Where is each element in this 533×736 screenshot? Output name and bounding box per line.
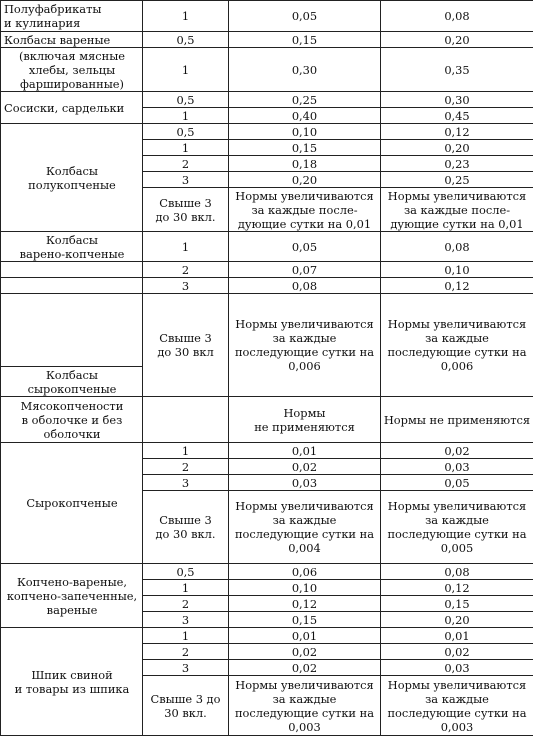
norm-cell-1: 0,12: [229, 596, 381, 612]
norm-cell-1: 0,01: [229, 443, 381, 459]
norm-cell-2: Нормы не применяются: [381, 397, 533, 443]
norm-cell-1: Нормы увеличиваются за каждые последующие сутки на 0,003: [229, 676, 381, 736]
days-cell: Свыше 3 до 30 вкл.: [143, 676, 229, 736]
norm-cell-2: 0,08: [381, 1, 533, 32]
days-cell: 0,5: [143, 124, 229, 140]
days-cell: Свыше 3 до 30 вкл.: [143, 188, 229, 232]
norm-cell-1: 0,08: [229, 278, 381, 294]
product-name-cell: [1, 294, 143, 367]
table-row: [1, 262, 533, 278]
norm-cell-1: 0,07: [229, 262, 381, 278]
days-cell: 1: [143, 443, 229, 459]
norm-cell-2: 0,03: [381, 459, 533, 475]
norm-cell-1: 0,15: [229, 140, 381, 156]
norm-cell-2: 0,12: [381, 124, 533, 140]
days-cell: 1: [143, 108, 229, 124]
norm-cell-1: 0,02: [229, 459, 381, 475]
norm-cell-2: 0,15: [381, 596, 533, 612]
days-cell: 3: [143, 612, 229, 628]
product-name-cell: Полуфабрикаты и кулинария: [1, 1, 143, 32]
product-name-cell: Сосиски, сардельки: [1, 92, 143, 124]
table-row: [1, 92, 533, 108]
table-row: [1, 564, 533, 580]
days-cell: 2: [143, 596, 229, 612]
norm-cell-1: Нормы увеличиваются за каждые последующие сутки на 0,004: [229, 491, 381, 564]
norm-cell-1: Нормы увеличиваются за каждые последующие сутки на 0,006: [229, 294, 381, 397]
table-row: [1, 628, 533, 644]
days-cell: 1: [143, 232, 229, 262]
norm-cell-2: 0,08: [381, 232, 533, 262]
norm-cell-2: Нормы увеличиваются за каждые последующие сутки на 0,005: [381, 491, 533, 564]
norm-cell-2: 0,10: [381, 262, 533, 278]
table-row: [1, 32, 533, 48]
days-cell: 0,5: [143, 32, 229, 48]
product-name-cell: Сырокопченые: [1, 443, 143, 564]
norm-cell-2: 0,35: [381, 48, 533, 92]
norm-cell-1: 0,05: [229, 1, 381, 32]
norm-cell-2: 0,05: [381, 475, 533, 491]
days-cell: 2: [143, 262, 229, 278]
norm-cell-1: Нормы увеличиваются за каждые после- дующие сутки на 0,01: [229, 188, 381, 232]
norm-cell-2: 0,08: [381, 564, 533, 580]
days-cell: 2: [143, 156, 229, 172]
norm-cell-1: 0,40: [229, 108, 381, 124]
product-name-cell: Мясокопчености в оболочке и без оболочки: [1, 397, 143, 443]
days-cell: 3: [143, 660, 229, 676]
days-cell: 1: [143, 580, 229, 596]
norm-cell-1: 0,20: [229, 172, 381, 188]
norm-cell-2: Нормы увеличиваются за каждые после- дующие сутки на 0,01: [381, 188, 533, 232]
norm-cell-1: Нормы не применяются: [229, 397, 381, 443]
product-name-cell: Копчено-вареные, копчено-запеченные, вареные: [1, 564, 143, 628]
days-cell: 0,5: [143, 92, 229, 108]
days-cell: 1: [143, 628, 229, 644]
days-cell: 2: [143, 459, 229, 475]
norm-cell-2: 0,12: [381, 580, 533, 596]
product-name-cell: Колбасы вареные: [1, 32, 143, 48]
norm-cell-1: 0,10: [229, 580, 381, 596]
norm-cell-1: 0,05: [229, 232, 381, 262]
days-cell: [143, 397, 229, 443]
norm-cell-1: 0,10: [229, 124, 381, 140]
days-cell: 1: [143, 48, 229, 92]
norm-cell-1: 0,02: [229, 660, 381, 676]
days-cell: 3: [143, 172, 229, 188]
norm-cell-1: 0,15: [229, 612, 381, 628]
norm-cell-2: 0,12: [381, 278, 533, 294]
norm-cell-1: 0,15: [229, 32, 381, 48]
norm-cell-2: 0,02: [381, 644, 533, 660]
table-row: [1, 278, 533, 294]
norm-cell-1: 0,03: [229, 475, 381, 491]
product-name-cell: Колбасы полукопченые: [1, 124, 143, 232]
table-row: [1, 48, 533, 92]
norm-cell-2: 0,02: [381, 443, 533, 459]
table-row: [1, 1, 533, 32]
norm-cell-2: 0,01: [381, 628, 533, 644]
product-name-cell: [1, 262, 143, 278]
product-name-cell: Колбасы варено-копченые: [1, 232, 143, 262]
days-cell: 1: [143, 140, 229, 156]
norm-cell-1: 0,25: [229, 92, 381, 108]
table-row: [1, 294, 533, 367]
norm-cell-2: 0,45: [381, 108, 533, 124]
days-cell: Свыше 3 до 30 вкл.: [143, 491, 229, 564]
norm-cell-2: Нормы увеличиваются за каждые последующие сутки на 0,006: [381, 294, 533, 397]
table-row: [1, 443, 533, 459]
days-cell: 3: [143, 278, 229, 294]
norm-cell-2: 0,30: [381, 92, 533, 108]
days-cell: 3: [143, 475, 229, 491]
norm-cell-2: 0,03: [381, 660, 533, 676]
norm-cell-1: 0,02: [229, 644, 381, 660]
days-cell: 2: [143, 644, 229, 660]
table-row: [1, 232, 533, 262]
norm-cell-2: 0,25: [381, 172, 533, 188]
days-cell: Свыше 3 до 30 вкл: [143, 294, 229, 397]
norm-cell-2: 0,20: [381, 140, 533, 156]
product-name-cell: Колбасы сырокопченые: [1, 367, 143, 397]
norm-cell-1: 0,18: [229, 156, 381, 172]
days-cell: 0,5: [143, 564, 229, 580]
table-row: [1, 397, 533, 443]
norm-cell-1: 0,06: [229, 564, 381, 580]
days-cell: 1: [143, 1, 229, 32]
norm-cell-2: 0,20: [381, 612, 533, 628]
product-name-cell: (включая мясные хлебы, зельцы фаршированные): [1, 48, 143, 92]
product-name-cell: [1, 278, 143, 294]
norm-cell-2: 0,20: [381, 32, 533, 48]
norm-cell-2: Нормы увеличиваются за каждые последующие сутки на 0,003: [381, 676, 533, 736]
norm-cell-1: 0,30: [229, 48, 381, 92]
norm-cell-1: 0,01: [229, 628, 381, 644]
product-name-cell: Шпик свиной и товары из шпика: [1, 628, 143, 736]
norm-cell-2: 0,23: [381, 156, 533, 172]
table-row: [1, 124, 533, 140]
